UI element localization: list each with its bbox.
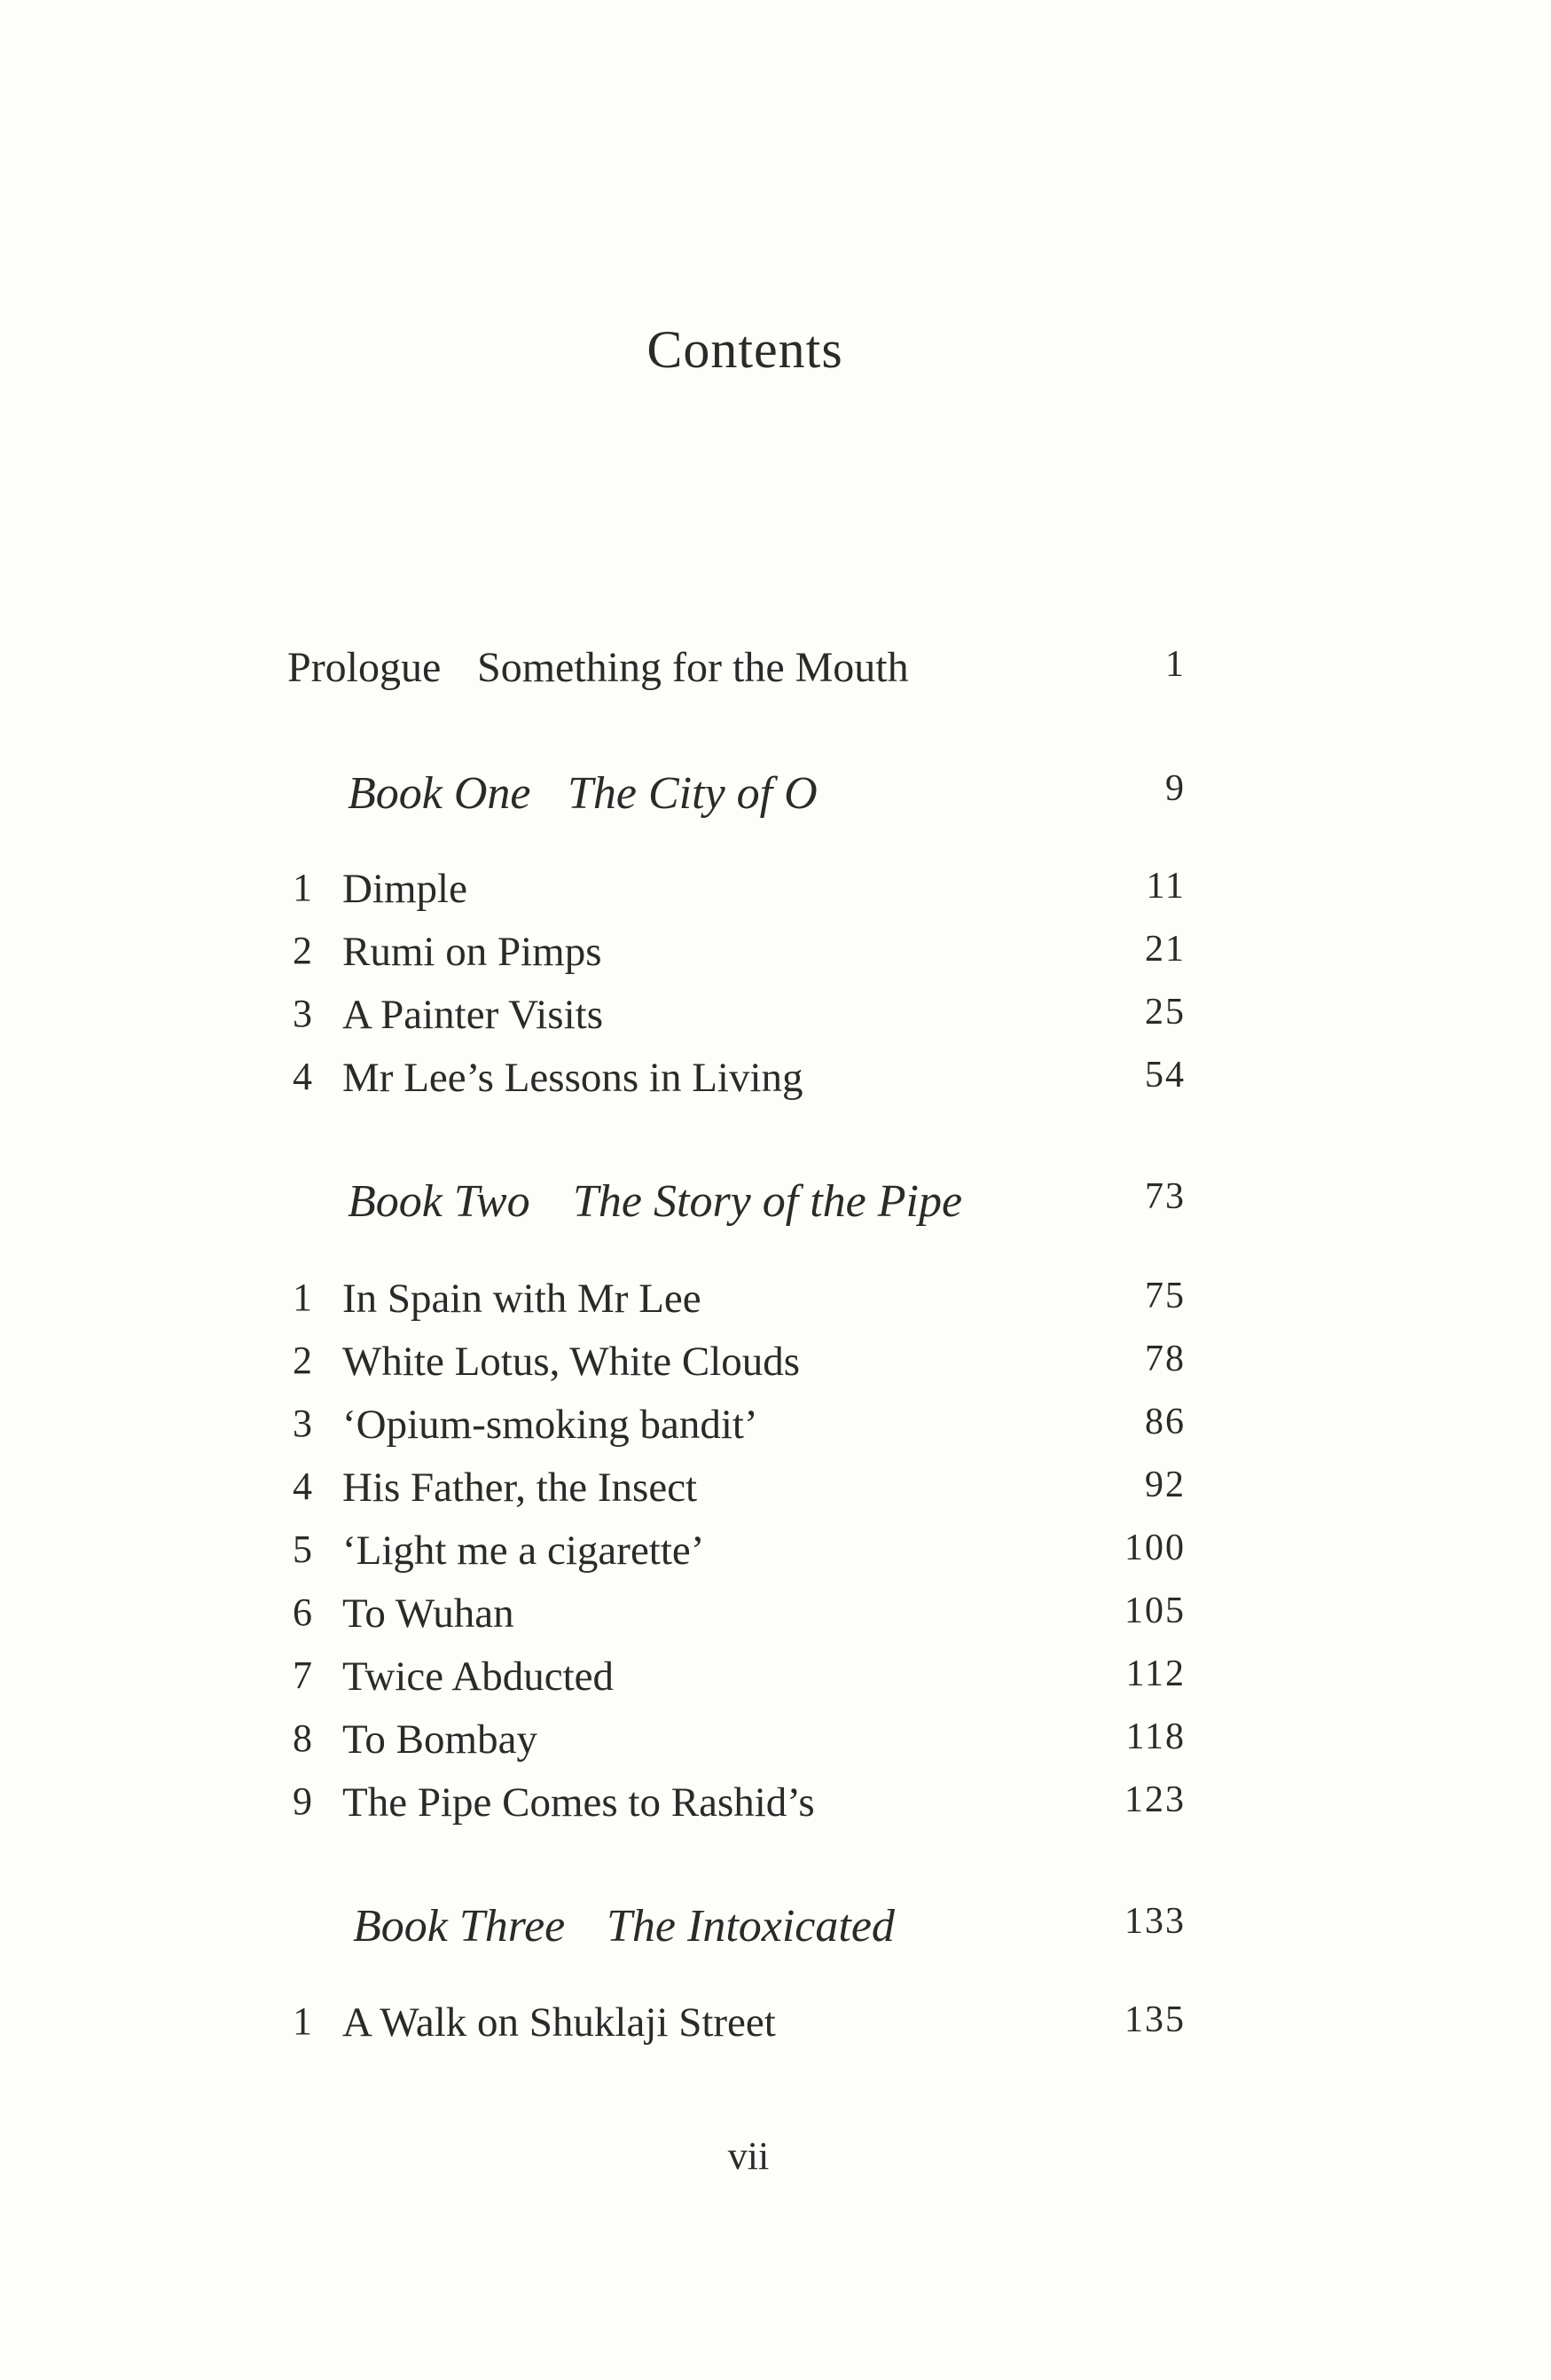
chapter-number: 2	[293, 929, 312, 972]
toc-entry[interactable]	[0, 1999, 1551, 2061]
chapter-title: The Pipe Comes to Rashid’s	[342, 1779, 815, 1826]
toc-entry[interactable]	[0, 1464, 1551, 1526]
page-number: 118	[1125, 1716, 1186, 1757]
page-number: 11	[1146, 866, 1186, 907]
toc-book-three-heading[interactable]	[0, 1900, 1551, 1962]
toc-entry[interactable]	[0, 1716, 1551, 1778]
chapter-title: Dimple	[342, 866, 467, 912]
toc-entry[interactable]	[0, 1653, 1551, 1715]
toc-entry-prologue[interactable]	[0, 643, 1551, 705]
toc-entry[interactable]	[0, 1527, 1551, 1589]
chapter-number: 3	[293, 992, 312, 1035]
page-number: 133	[1124, 1901, 1186, 1942]
chapter-number: 1	[293, 866, 312, 909]
page-number: 105	[1124, 1591, 1186, 1631]
page-number: 86	[1145, 1402, 1186, 1442]
book-label: Book Three	[353, 1901, 566, 1952]
chapter-number: 2	[293, 1339, 312, 1382]
chapter-title: ‘Opium-smoking bandit’	[342, 1402, 758, 1448]
chapter-title: A Walk on Shuklaji Street	[342, 1999, 776, 2046]
book-label: Book Two	[348, 1176, 530, 1227]
chapter-title: ‘Light me a cigarette’	[342, 1528, 705, 1574]
page-title: Contents	[646, 320, 843, 379]
toc-entry[interactable]	[0, 1401, 1551, 1463]
toc-entry[interactable]	[0, 865, 1551, 927]
chapter-title: To Bombay	[342, 1716, 537, 1763]
book-title: The Intoxicated	[607, 1901, 895, 1952]
toc-entry[interactable]	[0, 1275, 1551, 1337]
toc-book-one-heading[interactable]	[0, 767, 1551, 829]
page-number: 123	[1124, 1779, 1186, 1820]
chapter-number: 6	[293, 1591, 312, 1634]
page-number: 73	[1145, 1176, 1186, 1217]
chapter-title: Mr Lee’s Lessons in Living	[342, 1055, 803, 1101]
prologue-title: Something for the Mouth	[477, 644, 909, 691]
page-number: 9	[1165, 768, 1186, 809]
chapter-title: Twice Abducted	[342, 1653, 615, 1700]
chapter-number: 1	[293, 1999, 312, 2043]
toc-entry[interactable]	[0, 1779, 1551, 1841]
page-number: 75	[1145, 1276, 1186, 1316]
chapter-title: Rumi on Pimps	[342, 929, 602, 975]
toc-entry[interactable]	[0, 1590, 1551, 1652]
page-number: 135	[1124, 1999, 1186, 2040]
chapter-number: 4	[293, 1055, 312, 1098]
chapter-title: A Painter Visits	[342, 992, 604, 1038]
chapter-number: 7	[293, 1653, 312, 1697]
page-number: 1	[1165, 644, 1186, 685]
toc-entry[interactable]	[0, 1338, 1551, 1400]
page-number: 78	[1145, 1339, 1186, 1379]
page-number: 100	[1124, 1528, 1186, 1568]
page-folio: vii	[727, 2134, 770, 2178]
book-title: The City of O	[568, 768, 818, 819]
page-number: 112	[1125, 1653, 1186, 1694]
toc-entry[interactable]	[0, 991, 1551, 1053]
chapter-title: In Spain with Mr Lee	[342, 1276, 701, 1322]
chapter-number: 1	[293, 1276, 312, 1319]
chapter-title: His Father, the Insect	[342, 1465, 698, 1511]
page-number: 21	[1145, 929, 1186, 970]
chapter-title: To Wuhan	[342, 1591, 514, 1637]
chapter-number: 4	[293, 1465, 312, 1508]
chapter-number: 8	[293, 1716, 312, 1760]
page-number: 54	[1145, 1055, 1186, 1096]
toc-entry[interactable]	[0, 928, 1551, 990]
chapter-title: White Lotus, White Clouds	[342, 1339, 801, 1385]
toc-book-two-heading[interactable]	[0, 1175, 1551, 1237]
book-label: Book One	[348, 768, 531, 819]
prologue-label: Prologue	[287, 644, 442, 691]
chapter-number: 3	[293, 1402, 312, 1445]
toc-entry[interactable]	[0, 1054, 1551, 1116]
chapter-number: 5	[293, 1528, 312, 1571]
chapter-number: 9	[293, 1779, 312, 1823]
page-number: 25	[1145, 992, 1186, 1033]
page-number: 92	[1145, 1465, 1186, 1505]
book-title: The Story of the Pipe	[573, 1176, 963, 1227]
